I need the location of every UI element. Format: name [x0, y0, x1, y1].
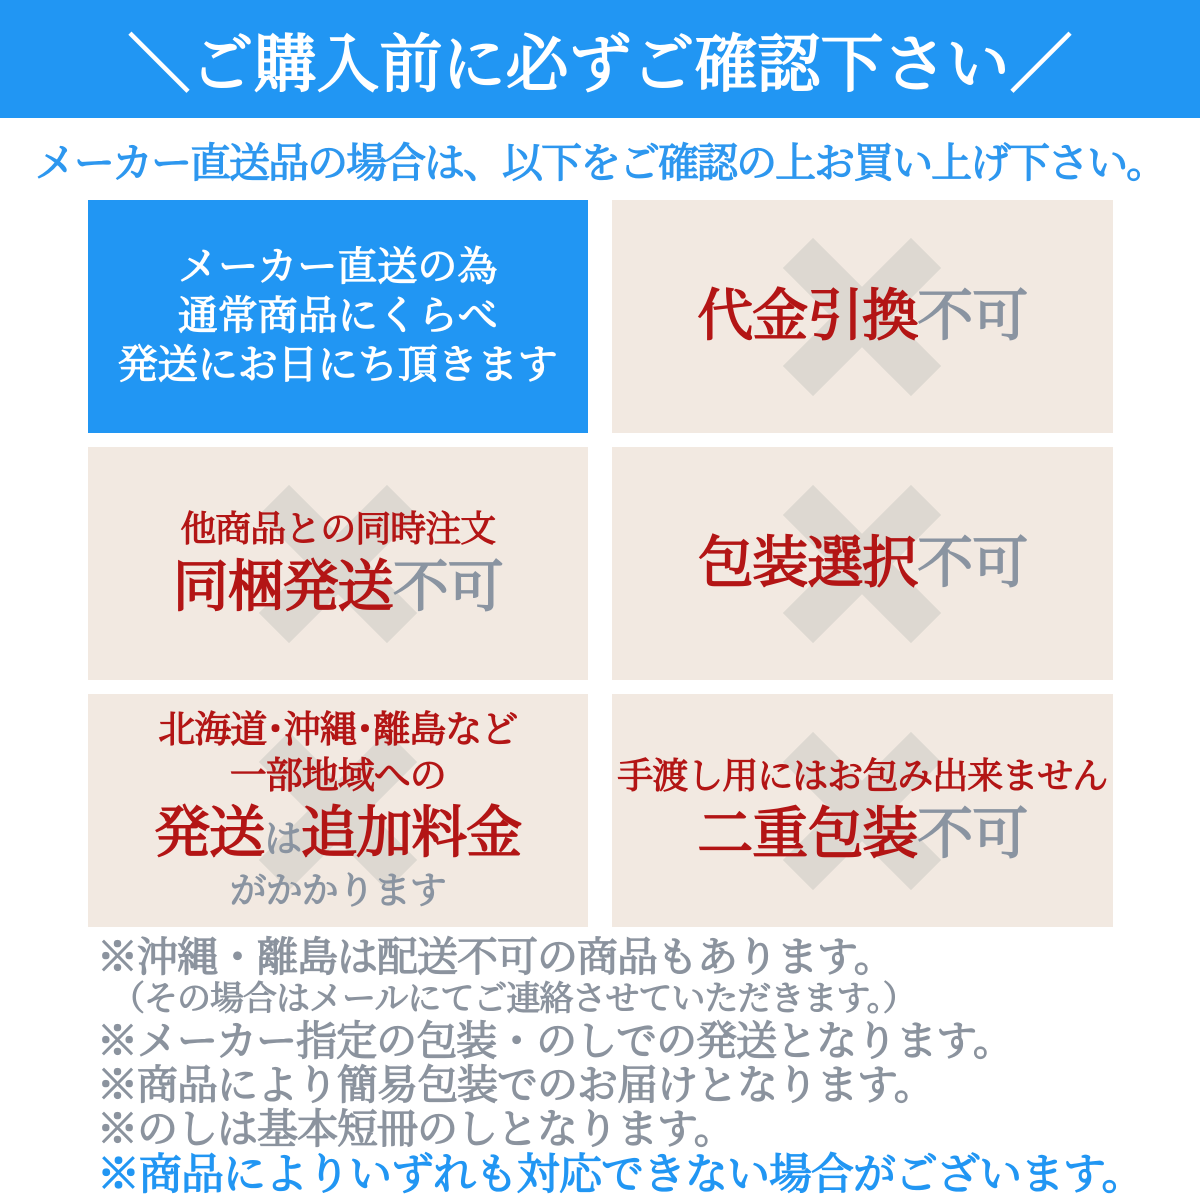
double-wrap-note: 手渡し用にはお包み出来ません: [617, 754, 1108, 796]
cod-label: 代金引換: [697, 284, 918, 348]
bundled-shipping-not-available: 不可: [392, 554, 503, 618]
footer-note-maker-wrap: ※メーカー指定の包装・のしでの発送となります。: [97, 1018, 1013, 1064]
region-fee-text: [154, 707, 521, 914]
header-banner: [0, 0, 1200, 118]
direct-shipping-line-2: 通常商品にくらべ: [177, 294, 498, 339]
double-wrap-not-available: 不可: [917, 801, 1028, 865]
notice-box-wrap-select: [612, 447, 1113, 680]
subtitle-text: メーカー直送品の場合は、以下をご確認の上お買い上げ下さい。: [34, 139, 1166, 186]
region-fee-particle: は: [264, 819, 302, 862]
notice-box-double-wrap: [612, 694, 1113, 927]
region-fee-line-1: 北海道･沖縄･離島など: [158, 708, 518, 750]
bundled-shipping-text: [173, 506, 503, 621]
page-title: ＼ご購入前に必ずご確認下さい／: [127, 29, 1073, 100]
notice-box-region-fee: [88, 694, 589, 927]
footer-notes: [97, 935, 1200, 1199]
region-fee-extra-charge: 追加料金: [301, 801, 522, 865]
notice-grid: [88, 200, 1113, 927]
direct-shipping-line-1: メーカー直送の為: [178, 245, 498, 290]
region-fee-line-4: がかかります: [229, 869, 446, 911]
footer-note-not-supported: ※商品によりいずれも対応できない場合がございます。: [97, 1151, 1144, 1199]
double-wrap-label: 二重包装: [697, 801, 918, 865]
region-fee-line-2: 一部地域への: [229, 755, 446, 797]
notice-box-cod: [612, 200, 1113, 433]
subtitle: [0, 118, 1200, 200]
notice-box-bundled-shipping: [88, 447, 589, 680]
direct-shipping-line-3: 発送にお日にち頂きます: [117, 342, 558, 387]
bundled-shipping-note: 他商品との同時注文: [180, 507, 496, 549]
wrap-select-text: [697, 529, 1027, 597]
wrap-select-not-available: 不可: [917, 531, 1028, 595]
notice-box-direct-shipping: [88, 200, 589, 433]
double-wrap-text: [617, 753, 1107, 868]
cod-not-available: 不可: [917, 284, 1028, 348]
footer-note-noshi: ※のしは基本短冊のしとなります。: [97, 1106, 734, 1152]
footer-note-simple-wrap: ※商品により簡易包装でのお届けとなります。: [97, 1062, 934, 1108]
footer-note-okinawa: ※沖縄・離島は配送不可の商品もあります。: [97, 934, 894, 980]
direct-shipping-text: [118, 243, 558, 389]
region-fee-shipping: 発送: [154, 801, 265, 865]
bundled-shipping-label: 同梱発送: [172, 554, 393, 618]
footer-note-email: （その場合はメールにてご連絡させていただきます。）: [111, 980, 916, 1018]
cod-text: [697, 282, 1027, 350]
wrap-select-label: 包装選択: [697, 531, 918, 595]
